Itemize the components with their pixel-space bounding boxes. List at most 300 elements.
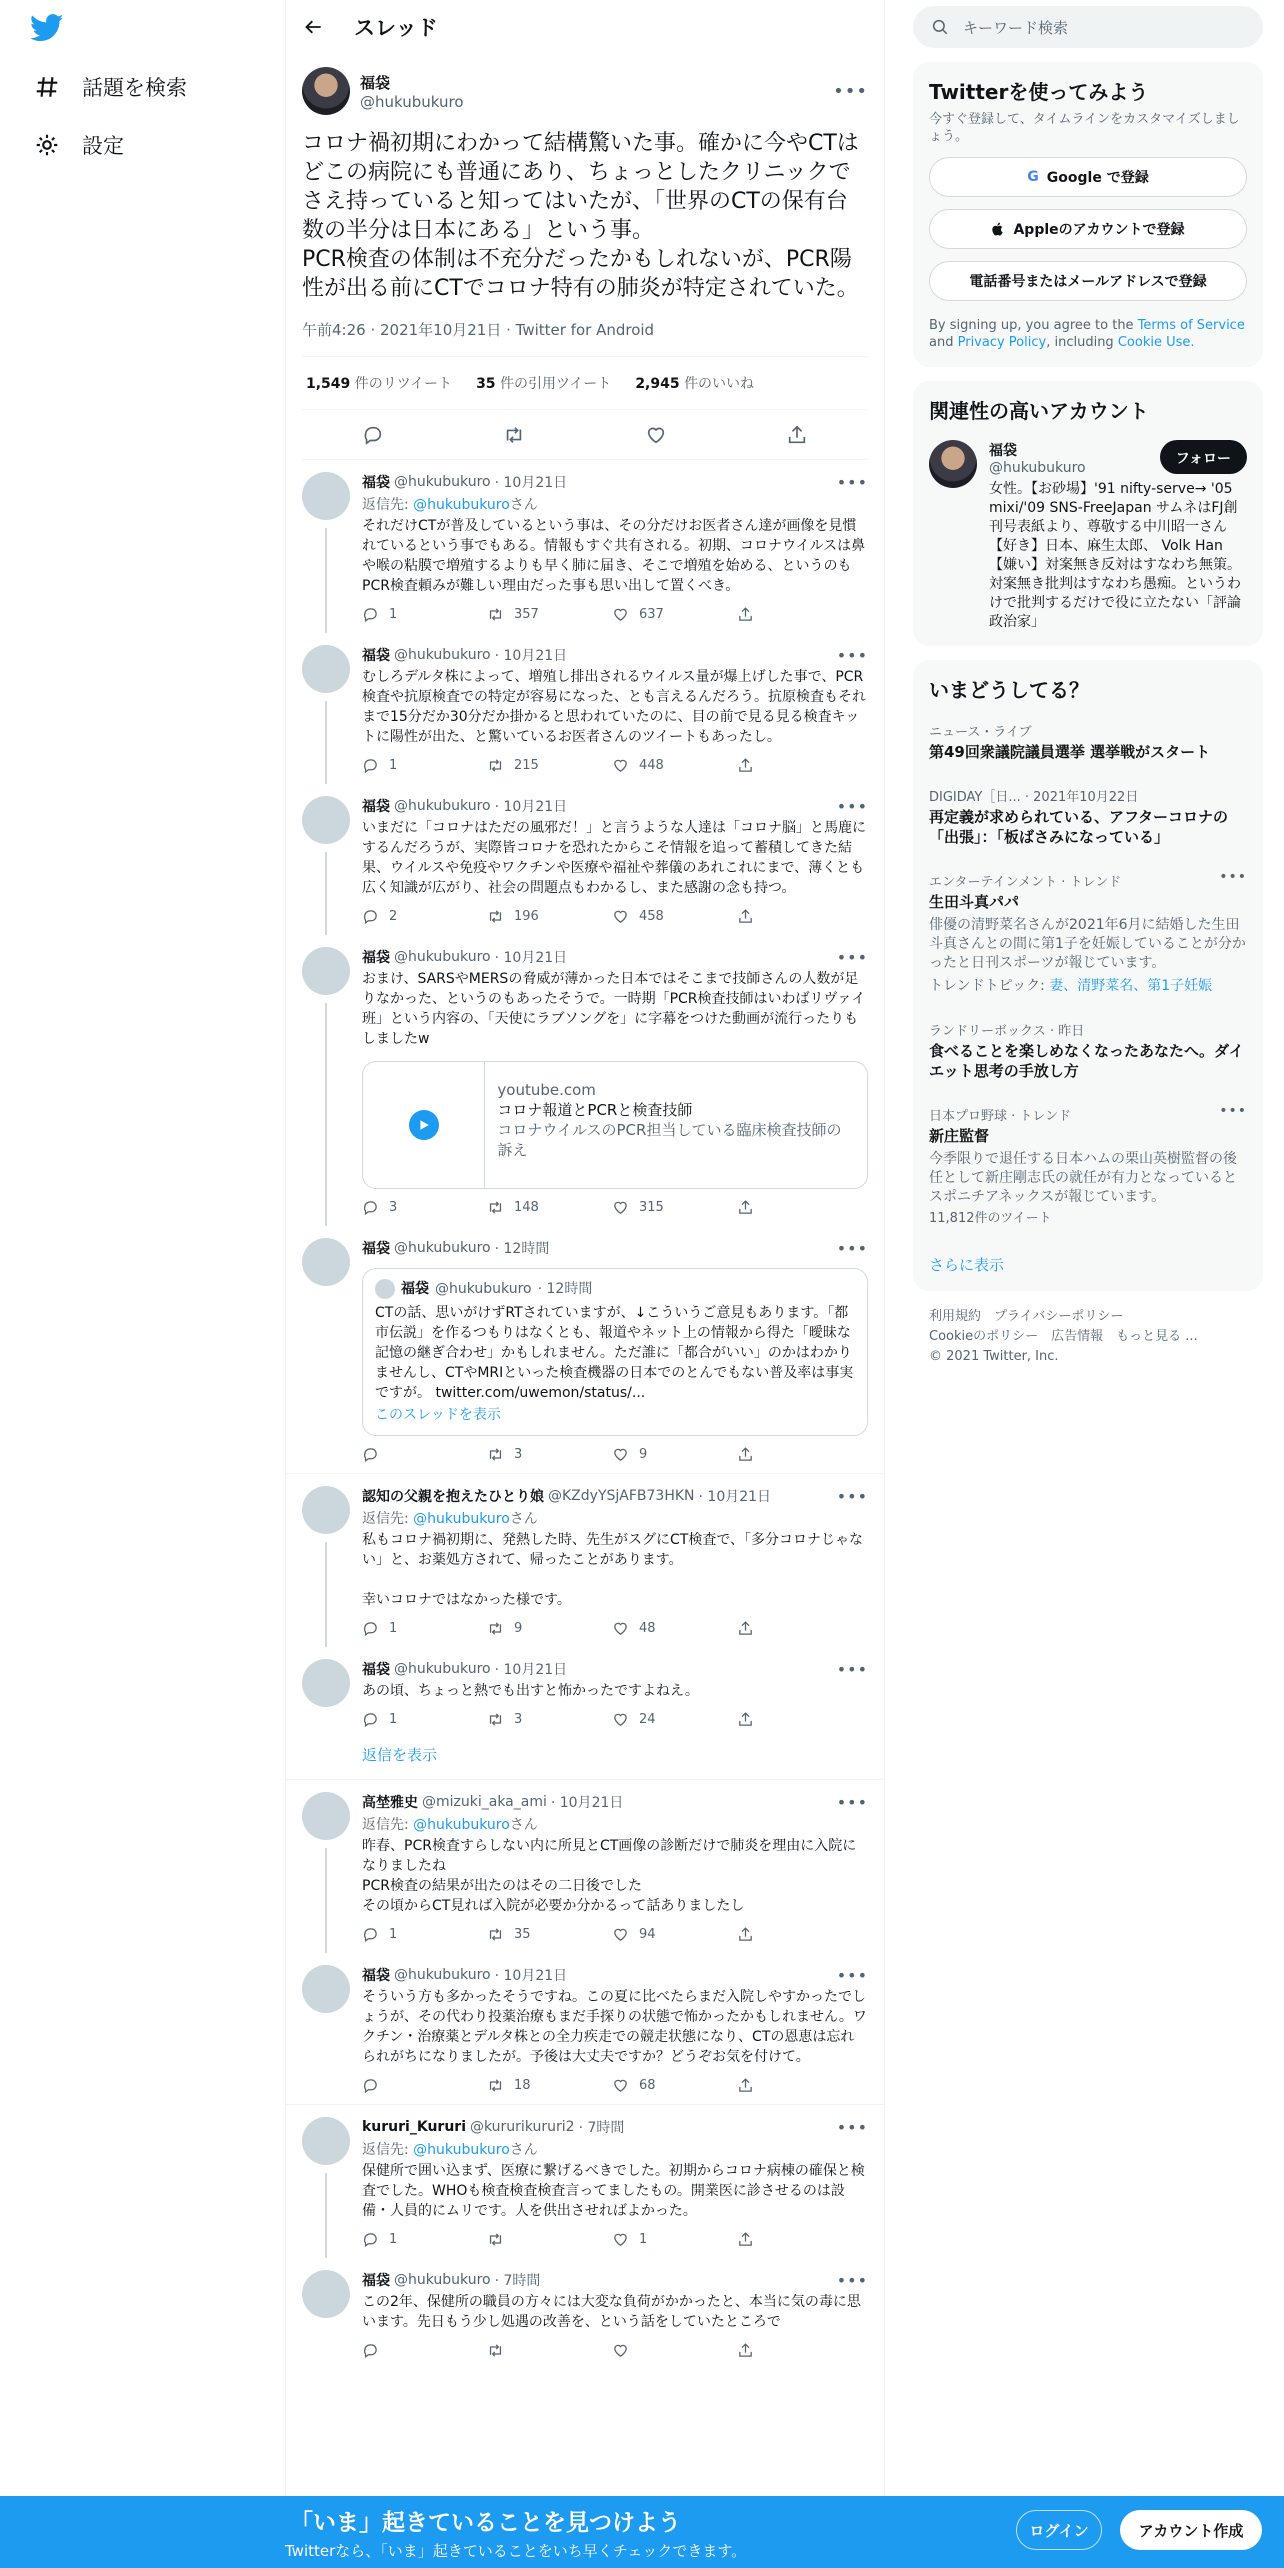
reply-time[interactable]: · 10月21日 — [494, 475, 568, 491]
like-count: 48 — [639, 1621, 656, 1636]
account-bio: 女性。【お砂場】'91 nifty-serve→ '05 mixi/'09 SNS-FreeJapan サムネはFJ創刊号表紙より、尊敬する中川昭一さん【好き】日本、麻生太郎、 Volk Han 【嫌い】対案無き反対はすなわち無策。対案無き批判はすなわち愚痴。というわけで批判するだけで役に立たない「評論政治家」 — [989, 481, 1241, 630]
reply-author-handle[interactable]: @hukubukuro — [394, 1967, 491, 1983]
reply-time[interactable]: · 10月21日 — [550, 1795, 624, 1811]
like-count: 315 — [639, 1200, 664, 1215]
reply-action[interactable] — [362, 1711, 487, 1728]
trend-category: 日本プロ野球 · トレンド — [929, 1109, 1072, 1124]
trend-title: 再定義が求められている、アフターコロナの「出張」：「板ばさみになっている」 — [929, 808, 1228, 846]
retweet-icon — [487, 1620, 504, 1637]
avatar[interactable] — [302, 645, 350, 693]
reply-text: 昨春、PCR検査すらしない内に所見とCT画像の診断だけで肺炎を理由に入院になりましたね PCR検査の結果が出たのはその二日後でした その頃からCT見れば入院が必要か分かるって話ありましたし — [362, 1838, 857, 1914]
like-count: 68 — [639, 2078, 656, 2093]
avatar[interactable] — [302, 1659, 350, 1707]
like-action[interactable] — [612, 2077, 737, 2094]
reply-to: 返信先: @hukubukuroさん — [362, 497, 538, 513]
like-stat[interactable]: 2,945 件のいいね — [635, 376, 755, 392]
trend-list — [913, 709, 1263, 1238]
like-icon — [612, 757, 629, 774]
trend-count: 11,812件のツイート — [929, 1211, 1052, 1226]
reply-action[interactable] — [362, 1620, 487, 1637]
retweet-icon — [487, 2077, 504, 2094]
apple-signup-button[interactable]: Appleのアカウントで登録 — [929, 209, 1247, 249]
show-replies-link[interactable]: 返信を表示 — [286, 1738, 884, 1780]
reply-count: 1 — [389, 1621, 398, 1636]
reply-icon — [362, 2231, 379, 2248]
retweet-icon — [487, 908, 504, 925]
more-options-icon[interactable]: ••• — [836, 1965, 868, 1985]
more-options-icon[interactable]: ••• — [836, 2270, 868, 2290]
thread-line — [325, 1848, 327, 1953]
tweet-meta[interactable]: 午前4:26 · 2021年10月21日 · Twitter for Android — [302, 319, 868, 357]
like-icon — [612, 1446, 629, 1463]
signup-button[interactable]: アカウント作成 — [1120, 2510, 1262, 2550]
trend-description: 今季限りで退任する日本ハムの栗山英樹監督の後任として新庄剛志氏の就任が有力となっているとスポニチアネックスが報じています。 — [929, 1151, 1237, 1205]
account-card[interactable] — [913, 430, 1263, 646]
twitter-logo-icon[interactable] — [30, 14, 64, 42]
reply-to: 返信先: @hukubukuroさん — [362, 2142, 538, 2158]
account-name[interactable]: 福袋 — [989, 443, 1017, 459]
like-count: 1 — [639, 2232, 648, 2247]
left-nav — [0, 0, 285, 2568]
like-action[interactable] — [612, 2342, 737, 2359]
footer-line-1[interactable]: 利用規約 プライバシーポリシー — [929, 1309, 1124, 1324]
trend-title: 生田斗真パパ — [929, 893, 1020, 911]
reply-icon — [362, 2342, 379, 2359]
like-icon — [612, 1711, 629, 1728]
reply-tweet[interactable] — [286, 1647, 884, 1738]
share-action[interactable] — [737, 2342, 862, 2359]
avatar[interactable] — [302, 1965, 350, 2013]
reply-action[interactable] — [362, 1446, 487, 1463]
trend-item[interactable] — [913, 1093, 1263, 1238]
reply-author-handle[interactable]: @hukubukuro — [394, 798, 491, 814]
google-signup-button[interactable]: G Google で登録 — [929, 157, 1247, 197]
reply-tweet[interactable] — [286, 1953, 884, 2105]
reply-author-name[interactable]: 福袋 — [362, 648, 390, 664]
thread-line — [325, 701, 327, 784]
privacy-link[interactable]: Privacy Policy — [957, 335, 1047, 350]
share-icon — [737, 908, 754, 925]
reply-count: 1 — [389, 758, 398, 773]
like-icon — [612, 606, 629, 623]
reply-count: 1 — [389, 1712, 398, 1727]
like-action[interactable] — [612, 908, 737, 925]
share-icon — [737, 757, 754, 774]
more-options-icon[interactable]: ••• — [836, 2117, 868, 2137]
bottom-bar-title: 「いま」起きていることを見つけよう — [290, 2510, 681, 2536]
trend-category: エンターテインメント · トレンド — [929, 875, 1122, 890]
signup-subtitle: 今すぐ登録して、タイムラインをカスタマイズしましょう。 — [929, 112, 1240, 144]
reply-tweet[interactable] — [286, 784, 884, 935]
tweet-actions — [302, 410, 868, 460]
card-domain: youtube.com — [497, 1081, 596, 1099]
mention-link[interactable]: @hukubukuro — [413, 2142, 510, 2158]
retweet-count: 35 — [514, 1927, 531, 1942]
mention-link[interactable]: @hukubukuro — [413, 1511, 510, 1527]
reply-author-name[interactable]: 福袋 — [362, 475, 390, 491]
retweet-icon — [487, 2342, 504, 2359]
signup-title: Twitterを使ってみよう — [929, 80, 1149, 104]
reply-icon — [362, 2077, 379, 2094]
reply-list — [286, 460, 884, 2369]
relevant-title: 関連性の高いアカウント — [929, 399, 1149, 423]
reply-author-name[interactable]: 福袋 — [362, 950, 390, 966]
retweet-count: 196 — [514, 909, 539, 924]
like-count: 448 — [639, 758, 664, 773]
gear-icon — [34, 132, 60, 158]
reply-action[interactable] — [362, 2231, 487, 2248]
reply-icon — [362, 1620, 379, 1637]
main-column — [285, 0, 885, 2568]
retweet-action[interactable] — [487, 1446, 612, 1463]
reply-time[interactable]: · 10月21日 — [494, 1968, 568, 1984]
share-action[interactable] — [737, 2231, 862, 2248]
share-icon — [737, 606, 754, 623]
trend-item[interactable] — [913, 774, 1263, 859]
share-action[interactable] — [737, 2077, 862, 2094]
reply-time[interactable]: · 10月21日 — [494, 648, 568, 664]
reply-text: あの頃、ちょっと熱でも出すと怖かったですよねえ。 — [362, 1683, 699, 1699]
reply-action[interactable] — [362, 2077, 487, 2094]
reply-author-name[interactable]: 福袋 — [362, 1662, 390, 1678]
retweet-action[interactable] — [487, 757, 612, 774]
quoted-tweet[interactable] — [362, 1268, 868, 1436]
avatar[interactable] — [302, 2117, 350, 2165]
more-options-icon[interactable]: ••• — [1219, 869, 1247, 885]
apple-icon — [991, 221, 1005, 237]
reply-text: おまけ、SARSやMERSの脅威が薄かった日本ではそこまで技師さんの人数が足りなかった、というのもあったそうで。一時期「PCR検査技師はいわばリヴァイ班」という内容の、「天使にラブソングを」に字幕をつけた動画が流行ったりもしましたw — [362, 971, 866, 1047]
card-title: コロナ報道とPCRと検査技師 — [497, 1101, 693, 1119]
reply-time[interactable]: · 10月21日 — [494, 950, 568, 966]
reply-tweet[interactable] — [286, 2105, 884, 2258]
like-icon[interactable] — [645, 424, 667, 446]
retweet-icon — [487, 2231, 504, 2248]
retweet-icon — [487, 1926, 504, 1943]
reply-action[interactable] — [362, 1199, 487, 1216]
like-action[interactable] — [612, 1926, 737, 1943]
share-action[interactable] — [737, 1711, 862, 1728]
signup-legal: By signing up, you agree to the Terms of Service and Privacy Policy, including Cookie Use. — [929, 318, 1245, 350]
like-icon — [612, 908, 629, 925]
reply-tweet[interactable] — [286, 633, 884, 784]
reply-time[interactable]: · 12時間 — [494, 1241, 550, 1257]
retweet-icon — [487, 757, 504, 774]
like-action[interactable] — [612, 2231, 737, 2248]
trend-title: 新庄監督 — [929, 1127, 990, 1145]
more-options-icon[interactable]: ••• — [1219, 1103, 1247, 1119]
bottom-signup-bar — [0, 2496, 1284, 2568]
back-arrow-icon[interactable] — [304, 17, 324, 37]
retweet-count: 3 — [514, 1712, 523, 1727]
reply-action[interactable] — [362, 606, 487, 623]
cookie-link[interactable]: Cookie Use. — [1117, 335, 1195, 350]
retweet-stat[interactable]: 1,549 件のリツイート — [306, 376, 453, 392]
share-icon — [737, 2077, 754, 2094]
retweet-icon — [487, 606, 504, 623]
reply-icon — [362, 1926, 379, 1943]
reply-icon — [362, 1199, 379, 1216]
account-handle[interactable]: @hukubukuro — [989, 460, 1086, 476]
reply-icon[interactable] — [362, 424, 384, 446]
retweet-action[interactable] — [487, 2077, 612, 2094]
retweet-icon — [487, 1446, 504, 1463]
reply-tweet[interactable] — [286, 460, 884, 633]
trend-category: ニュース・ライブ — [929, 725, 1032, 740]
reply-tweet[interactable] — [286, 1780, 884, 1953]
tweet-stats — [302, 357, 868, 410]
google-icon: G — [1027, 169, 1039, 185]
avatar — [375, 1279, 395, 1299]
reply-author-handle[interactable]: @hukubukuro — [394, 2272, 491, 2288]
reply-author-handle[interactable]: @mizuki_aka_ami — [422, 1794, 547, 1810]
reply-text: 私もコロナ禍初期に、発熱した時、先生がスグにCT検査で、「多分コロナじゃない」と、お薬処方されて、帰ったことがあります。 幸いコロナではなかった様です。 — [362, 1532, 864, 1608]
reply-text: いまだに「コロナはただの風邪だ！」と言うような人達は「コロナ脳」と馬鹿にするんだろうが、実際皆コロナを恐れたからこそ情報を追って蓄積してきた結果、ウイルスや免疫やワクチンや医療や福祉や葬儀のあれこれにまで、薄くとも広く知識が広がり、社会の問題点もわかるし、また感謝の念も持つ。 — [362, 820, 866, 896]
reply-text: 保健所で囲い込まず、医療に繋げるべきでした。初期からコロナ病棟の確保と検査でした。WHOも検査検査検査言ってましたもの。開業医に診させるのは設備・人員的にムリです。人を供出させればよかった。 — [362, 2163, 865, 2219]
trend-title: 食べることを楽しめなくなったあなたへ。ダイエット思考の手放し方 — [929, 1042, 1244, 1080]
reply-action[interactable] — [362, 2342, 487, 2359]
avatar[interactable] — [302, 1238, 350, 1286]
like-action[interactable] — [612, 757, 737, 774]
more-options-icon[interactable]: ••• — [836, 796, 868, 816]
like-action[interactable] — [612, 1446, 737, 1463]
share-icon — [737, 1446, 754, 1463]
reply-author-handle[interactable]: @hukubukuro — [394, 647, 491, 663]
reply-author-handle[interactable]: @hukubukuro — [394, 949, 491, 965]
play-icon[interactable] — [409, 1110, 439, 1140]
bottom-bar-subtitle: Twitterなら、「いま」起きていることをいち早くチェックできます。 — [285, 2542, 747, 2560]
reply-time[interactable]: · 7時間 — [494, 2273, 541, 2289]
reply-tweet[interactable] — [286, 935, 884, 1226]
reply-time[interactable]: · 10月21日 — [698, 1489, 772, 1505]
retweet-count: 148 — [514, 1200, 539, 1215]
signup-panel — [913, 62, 1263, 367]
reply-count: 1 — [389, 607, 398, 622]
like-count: 24 — [639, 1712, 656, 1727]
more-options-icon[interactable]: ••• — [836, 1659, 868, 1679]
thread-line — [325, 1003, 327, 1226]
share-action[interactable] — [737, 1446, 862, 1463]
reply-author-name[interactable]: 認知の父親を抱えたひとり娘 — [362, 1489, 544, 1505]
copyright: © 2021 Twitter, Inc. — [929, 1349, 1059, 1364]
reply-author-name[interactable]: 福袋 — [362, 1241, 390, 1257]
thread-line — [325, 852, 327, 935]
relevant-accounts-panel — [913, 381, 1263, 646]
footer-links — [913, 1291, 1263, 1383]
trend-description: 俳優の清野菜名さんが2021年6月に結婚した生田斗真さんとの間に第1子を妊娠していることが分かったと日刊スポーツが報じています。 — [929, 917, 1246, 971]
retweet-action[interactable] — [487, 1199, 612, 1216]
nav-settings[interactable] — [34, 130, 124, 160]
reply-icon — [362, 606, 379, 623]
more-options-icon[interactable]: ••• — [836, 947, 868, 967]
nav-explore-label: 話題を検索 — [82, 76, 187, 100]
tos-link[interactable]: Terms of Service — [1137, 318, 1245, 333]
avatar[interactable] — [929, 440, 977, 488]
mention-link[interactable]: @hukubukuro — [413, 1817, 510, 1833]
hashtag-icon — [34, 74, 60, 100]
retweet-count: 3 — [514, 1447, 523, 1462]
trend-category: DIGIDAY［日... · 2021年10月22日 — [929, 790, 1139, 805]
trend-category: ランドリーボックス · 昨日 — [929, 1024, 1085, 1039]
retweet-action[interactable] — [487, 1620, 612, 1637]
retweet-action[interactable] — [487, 1926, 612, 1943]
trend-item[interactable] — [913, 859, 1263, 1008]
reply-icon — [362, 1446, 379, 1463]
reply-to: 返信先: @hukubukuroさん — [362, 1511, 538, 1527]
reply-text: そういう方も多かったそうですね。この夏に比べたらまだ入院しやすかったでしょうが、その代わり投薬治療もまだ手探りの状態で怖かったかもしれません。ワクチン・治療薬とデルタ株との全力疾走での競走状態になり、CTの恩恵は忘れられがちになりましたが。予後は大丈夫ですか？どうぞお気を付けて。 — [362, 1989, 867, 2065]
more-options-icon[interactable]: ••• — [836, 1792, 868, 1812]
quote-time: · 12時間 — [537, 1281, 593, 1297]
more-options-icon[interactable]: ••• — [833, 80, 868, 102]
right-sidebar — [913, 0, 1263, 1383]
reply-tweet[interactable] — [286, 1474, 884, 1647]
main-tweet — [286, 53, 884, 460]
reply-author-handle[interactable]: @hukubukuro — [394, 474, 491, 490]
reply-action[interactable] — [362, 1926, 487, 1943]
reply-author-name[interactable]: kururi_Kururi — [362, 2119, 466, 2135]
author-handle[interactable]: @hukubukuro — [360, 92, 464, 111]
trend-item[interactable] — [913, 709, 1263, 774]
share-icon — [737, 2231, 754, 2248]
reply-author-handle[interactable]: @kururikururi2 — [470, 2119, 575, 2135]
reply-author-handle[interactable]: @KZdyYSjAFB73HKN — [548, 1488, 695, 1504]
like-action[interactable] — [612, 1199, 737, 1216]
trends-panel — [913, 660, 1263, 1291]
trend-topic-link[interactable]: 妻、清野菜名、第1子妊娠 — [1049, 978, 1213, 994]
share-icon — [737, 2342, 754, 2359]
share-action[interactable] — [737, 606, 862, 623]
share-icon — [737, 1711, 754, 1728]
nav-explore[interactable] — [34, 72, 187, 102]
follow-button[interactable]: フォロー — [1160, 440, 1247, 474]
reply-to: 返信先: @hukubukuroさん — [362, 1817, 538, 1833]
reply-author-name[interactable]: 高埜雅史 — [362, 1795, 418, 1811]
reply-text: この2年、保健所の職員の方々には大変な負荷がかかったと、本当に気の毒に思います。先日もう少し処遇の改善を、という話をしていたところで — [362, 2294, 861, 2330]
like-icon — [612, 1926, 629, 1943]
share-icon — [737, 1926, 754, 1943]
retweet-action[interactable] — [487, 2231, 612, 2248]
share-icon[interactable] — [786, 424, 808, 446]
reply-icon — [362, 757, 379, 774]
thread-line — [325, 528, 327, 633]
avatar[interactable] — [302, 472, 350, 520]
nav-settings-label: 設定 — [82, 134, 124, 158]
search-input[interactable]: キーワード検索 — [963, 18, 1069, 37]
avatar[interactable] — [302, 1792, 350, 1840]
reply-tweet[interactable] — [286, 2258, 884, 2369]
retweet-action[interactable] — [487, 606, 612, 623]
like-icon — [612, 1199, 629, 1216]
reply-author-name[interactable]: 福袋 — [362, 2273, 390, 2289]
reply-icon — [362, 1711, 379, 1728]
reply-time[interactable]: · 7時間 — [578, 2120, 625, 2136]
thread-line — [325, 2173, 327, 2258]
avatar[interactable] — [302, 1486, 350, 1534]
quote-text: CTの話、思いがけずRTされていますが、↓こういうご意見もあります。「都市伝説」を作るつもりはなくとも、報道やネット上の情報から得た「曖昧な記憶の継ぎ合わせ」かもしれません。ただ誰に「都合がいい」のかはわかりませんし、CTやMRIといった検査機器の日本でのとんでもない普及率は事実ですが。 twitter.com/uwemon/status/... — [375, 1305, 854, 1401]
reply-action[interactable] — [362, 908, 487, 925]
reply-action[interactable] — [362, 757, 487, 774]
footer-line-2[interactable]: Cookieのポリシー 広告情報 もっと見る ... — [929, 1329, 1198, 1344]
more-options-icon[interactable]: ••• — [836, 1238, 868, 1258]
trends-title: いまどうしてる？ — [929, 678, 1089, 702]
reply-author-name[interactable]: 福袋 — [362, 799, 390, 815]
reply-text: それだけCTが普及しているという事は、その分だけお医者さん達が画像を見慣れているという事でもある。情報もすぐ共有される。初期、コロナウイルスは鼻や喉の粘膜で増殖するよりも早く肺に届き、そこで増殖を始める、というのもPCR検査頼みが難しい理由だった事も思い出して置くべき。 — [362, 518, 866, 594]
reply-author-name[interactable]: 福袋 — [362, 1968, 390, 1984]
avatar[interactable] — [302, 67, 350, 115]
retweet-action[interactable] — [487, 908, 612, 925]
reply-tweet[interactable] — [286, 1226, 884, 1474]
trend-item[interactable] — [913, 1008, 1263, 1093]
quote-author-handle: @hukubukuro — [435, 1281, 532, 1297]
show-thread-link[interactable]: このスレッドを表示 — [375, 1407, 501, 1423]
share-action[interactable] — [737, 908, 862, 925]
mention-link[interactable]: @hukubukuro — [413, 497, 510, 513]
thread-header — [286, 0, 884, 53]
like-icon — [612, 1620, 629, 1637]
avatar[interactable] — [302, 2270, 350, 2318]
like-count: 9 — [639, 1447, 648, 1462]
retweet-icon — [487, 1711, 504, 1728]
card-description: コロナウイルスのPCR担当している臨床検査技師の訴え — [497, 1121, 842, 1159]
show-more-link[interactable]: さらに表示 — [929, 1256, 1005, 1274]
share-action[interactable] — [737, 1926, 862, 1943]
retweet-icon[interactable] — [503, 424, 525, 446]
share-action[interactable] — [737, 757, 862, 774]
share-action[interactable] — [737, 1620, 862, 1637]
like-count: 637 — [639, 607, 664, 622]
like-icon — [612, 2231, 629, 2248]
like-action[interactable] — [612, 1711, 737, 1728]
like-count: 458 — [639, 909, 664, 924]
retweet-action[interactable] — [487, 2342, 612, 2359]
phone-email-signup-button[interactable]: 電話番号またはメールアドレスで登録 — [929, 261, 1247, 301]
more-options-icon[interactable]: ••• — [836, 645, 868, 665]
reply-time[interactable]: · 10月21日 — [494, 1662, 568, 1678]
login-button[interactable]: ログイン — [1016, 2510, 1102, 2550]
more-options-icon[interactable]: ••• — [836, 472, 868, 492]
reply-time[interactable]: · 10月21日 — [494, 799, 568, 815]
tweet-text: コロナ禍初期にわかって結構驚いた事。確かに今やCTはどこの病院にも普通にあり、ちょっとしたクリニックでさえ持っていると知ってはいたが、「世界のCTの保有台数の半分は日本にある」という事。 PCR検査の体制は不充分だったかもしれないが、PCR陽性が出る前にCTでコロナ特有の肺炎が特定されていた。 — [302, 131, 859, 301]
like-icon — [612, 2342, 629, 2359]
reply-count: 3 — [389, 1200, 398, 1215]
like-count: 94 — [639, 1927, 656, 1942]
like-icon — [612, 2077, 629, 2094]
quote-stat[interactable]: 35 件の引用ツイート — [476, 376, 612, 392]
share-icon — [737, 1199, 754, 1216]
share-action[interactable] — [737, 1199, 862, 1216]
like-action[interactable] — [612, 1620, 737, 1637]
more-options-icon[interactable]: ••• — [836, 1486, 868, 1506]
trend-topics: トレンドトピック: 妻、清野菜名、第1子妊娠 — [929, 978, 1213, 994]
quote-author-name: 福袋 — [401, 1281, 429, 1297]
thread-line — [325, 1542, 327, 1647]
search-box[interactable] — [913, 6, 1263, 48]
retweet-action[interactable] — [487, 1711, 612, 1728]
retweet-count: 215 — [514, 758, 539, 773]
reply-count: 2 — [389, 909, 398, 924]
avatar[interactable] — [302, 796, 350, 844]
reply-author-handle[interactable]: @hukubukuro — [394, 1661, 491, 1677]
retweet-count: 18 — [514, 2078, 531, 2093]
link-card[interactable] — [362, 1061, 868, 1189]
reply-author-handle[interactable]: @hukubukuro — [394, 1240, 491, 1256]
retweet-icon — [487, 1199, 504, 1216]
share-icon — [737, 1620, 754, 1637]
page-title: スレッド — [354, 15, 438, 40]
like-action[interactable] — [612, 606, 737, 623]
author-name[interactable]: 福袋 — [360, 73, 391, 92]
search-icon — [931, 18, 949, 36]
avatar[interactable] — [302, 947, 350, 995]
